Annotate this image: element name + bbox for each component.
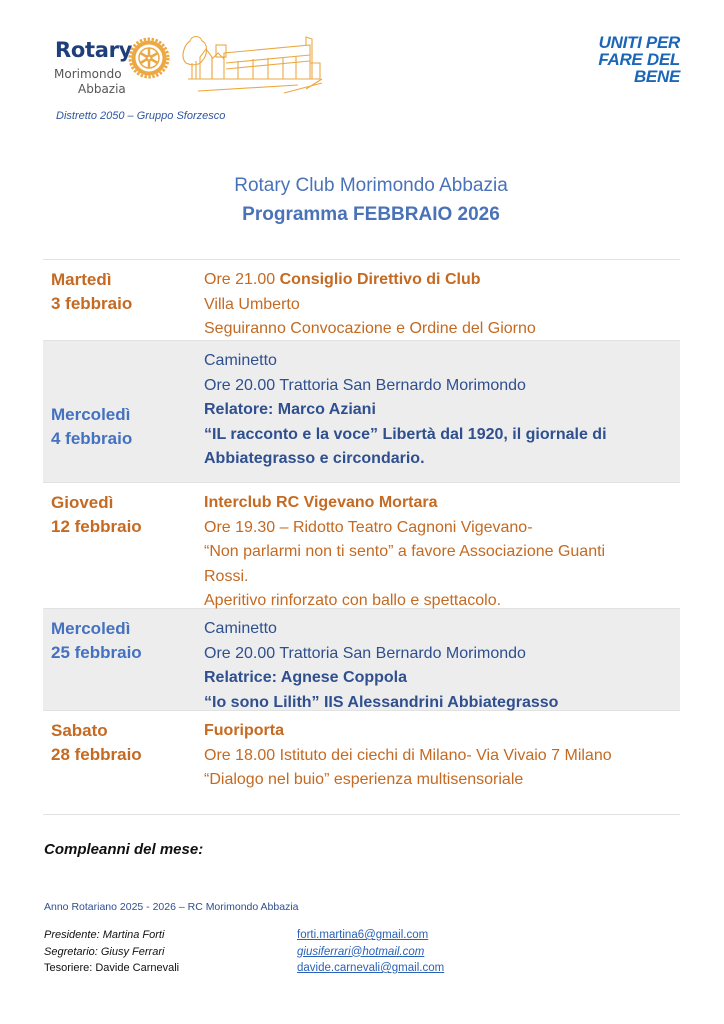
club-name-line1: Morimondo: [54, 67, 122, 81]
event-date-text: 4 febbraio: [51, 429, 133, 448]
event-title: Consiglio Direttivo di Club: [279, 271, 481, 288]
event-date-text: 25 febbraio: [51, 643, 142, 662]
event-details: [204, 719, 680, 814]
officer-secretary: Segretario: Giusy Ferrari: [44, 945, 165, 958]
motto-line: BENE: [633, 67, 680, 86]
event-line: Aperitivo rinforzato con ballo e spettacolo.: [204, 592, 502, 609]
officer-president: Presidente: Martina Forti: [44, 929, 165, 941]
event-date: [43, 617, 204, 710]
event-line: Caminetto: [204, 352, 277, 369]
officer-treasurer: Tesoriere: Davide Carnevali: [44, 962, 180, 974]
event-speaker: Relatore: Marco Aziani: [204, 401, 376, 418]
club-name-line2: Abbazia: [78, 82, 126, 96]
motto-line: FARE DEL: [598, 50, 680, 69]
rotary-logo-text: Rotary: [55, 38, 133, 62]
event-details: [204, 617, 680, 710]
letterhead: [0, 0, 724, 140]
event-date-text: 28 febbraio: [51, 745, 142, 764]
rotary-wheel-icon: [126, 35, 172, 81]
event-line: Seguiranno Convocazione e Ordine del Giorno: [204, 320, 536, 337]
event-details: [204, 349, 680, 482]
program-title: Programma FEBBRAIO 2026: [242, 204, 500, 225]
event-line: “Dialogo nel buio” esperienza multisensoriale: [204, 771, 524, 788]
president-email-link[interactable]: forti.martina6@gmail.com: [297, 929, 429, 941]
officer-emails: [297, 927, 444, 977]
event-date: [43, 719, 204, 814]
district-label: Distretto 2050 – Gruppo Sforzesco: [56, 110, 226, 122]
event-day: Mercoledì: [51, 619, 131, 638]
event-details: [204, 268, 680, 340]
event-date: [43, 268, 204, 340]
event-line: Caminetto: [204, 620, 277, 637]
event-title: Interclub RC Vigevano Mortara: [204, 494, 438, 511]
event-line: Ore 18.00 Istituto dei ciechi di Milano- Via Vivaio 7 Milano: [204, 746, 612, 764]
event-speaker: Relatrice: Agnese Coppola: [204, 669, 408, 686]
event-line: Ore 20.00 Trattoria San Bernardo Morimondo: [204, 376, 526, 394]
event-day: Martedì: [51, 270, 112, 289]
event-title: Fuoriporta: [204, 722, 284, 739]
motto-logo: [598, 34, 680, 85]
event-line: Ore 20.00 Trattoria San Bernardo Morimondo: [204, 644, 526, 662]
birthdays-heading: Compleanni del mese:: [44, 841, 204, 858]
event-day: Giovedì: [51, 493, 114, 512]
event-line: “IL racconto e la voce” Libertà dal 1920, il giornale di: [204, 425, 607, 443]
secretary-email-link[interactable]: giusiferrari@hotmail.com: [297, 945, 425, 958]
event-time: Ore 21.00: [204, 271, 280, 288]
program-row: [43, 483, 680, 609]
club-title: Rotary Club Morimondo Abbazia: [234, 175, 508, 196]
program-row: [43, 609, 680, 711]
rotary-year-line: Anno Rotariano 2025 - 2026 – RC Morimondo Abbazia: [44, 901, 299, 913]
program-row: [43, 260, 680, 341]
event-line: Rossi.: [204, 567, 249, 585]
program-row: [43, 711, 680, 815]
event-day: Mercoledì: [51, 405, 131, 424]
motto-line: UNITI PER: [598, 33, 680, 52]
event-line: Villa Umberto: [204, 295, 300, 313]
event-date-text: 12 febbraio: [51, 517, 142, 536]
event-date-text: 3 febbraio: [51, 294, 133, 313]
event-date: [43, 349, 204, 482]
event-details: [204, 491, 680, 608]
event-line: [204, 268, 680, 293]
event-line: Ore 19.30 – Ridotto Teatro Cagnoni Vigevano-: [204, 518, 533, 536]
event-line: “Io sono Lilith” IIS Alessandrini Abbiategrasso: [204, 693, 559, 711]
officers-list: [44, 927, 179, 977]
event-line: “Non parlarmi non ti sento” a favore Associazione Guanti: [204, 543, 606, 560]
event-date: [43, 491, 204, 608]
event-day: Sabato: [51, 721, 108, 740]
abbey-illustration: [178, 33, 323, 95]
program-row: [43, 341, 680, 483]
program-table: [43, 259, 680, 815]
event-line: Abbiategrasso e circondario.: [204, 450, 425, 467]
treasurer-email-link[interactable]: davide.carnevali@gmail.com: [297, 962, 445, 974]
